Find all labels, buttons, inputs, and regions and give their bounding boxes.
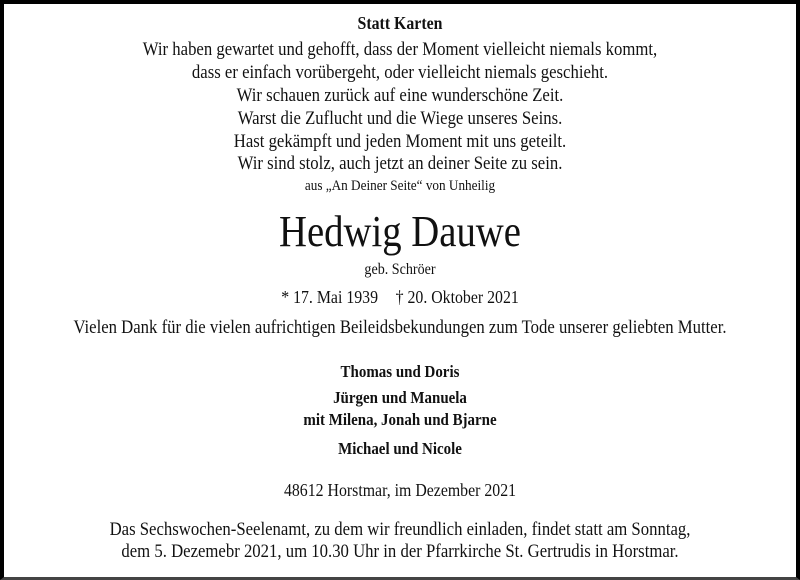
poem-line: dass er einfach vorübergeht, oder vielleicht niemals geschieht. bbox=[191, 62, 609, 83]
family-member: Michael und Nicole bbox=[338, 439, 462, 458]
thanks-text: Vielen Dank für die vielen aufrichtigen Beileidsbekundungen zum Tode unserer geliebten Mutter. bbox=[73, 317, 727, 338]
family-member: Jürgen und Manuela bbox=[333, 388, 467, 407]
poem-line: Hast gekämpft und jeden Moment mit uns geteilt. bbox=[233, 131, 567, 152]
poem-line: Wir schauen zurück auf eine wunderschöne Zeit. bbox=[236, 85, 564, 106]
place-date: 48612 Horstmar, im Dezember 2021 bbox=[283, 480, 517, 500]
death-date: † 20. Oktober 2021 bbox=[395, 287, 519, 307]
family-member: mit Milena, Jonah und Bjarne bbox=[303, 410, 497, 429]
poem-line: Wir sind stolz, auch jetzt an deiner Seite zu sein. bbox=[237, 153, 563, 174]
maiden-name: geb. Schröer bbox=[364, 261, 436, 278]
birth-date: * 17. Mai 1939 bbox=[281, 287, 378, 307]
poem-line: Wir haben gewartet und gehofft, dass der Moment vielleicht niemals kommt, bbox=[142, 39, 658, 60]
poem-line: Warst die Zuflucht und die Wiege unseres Seins. bbox=[237, 108, 563, 129]
family-member: Thomas und Doris bbox=[340, 362, 460, 381]
mass-info: dem 5. Dezemebr 2021, um 10.30 Uhr in der Pfarrkirche St. Gertrudis in Horstmar. bbox=[121, 541, 679, 562]
poem-source: aus „An Deiner Seite“ von Unheilig bbox=[304, 178, 496, 194]
mass-info: Das Sechswochen-Seelenamt, zu dem wir freundlich einladen, findet statt am Sonntag, bbox=[109, 519, 691, 540]
life-dates bbox=[48, 288, 752, 306]
heading: Statt Karten bbox=[357, 13, 443, 33]
deceased-name: Hedwig Dauwe bbox=[279, 207, 521, 256]
